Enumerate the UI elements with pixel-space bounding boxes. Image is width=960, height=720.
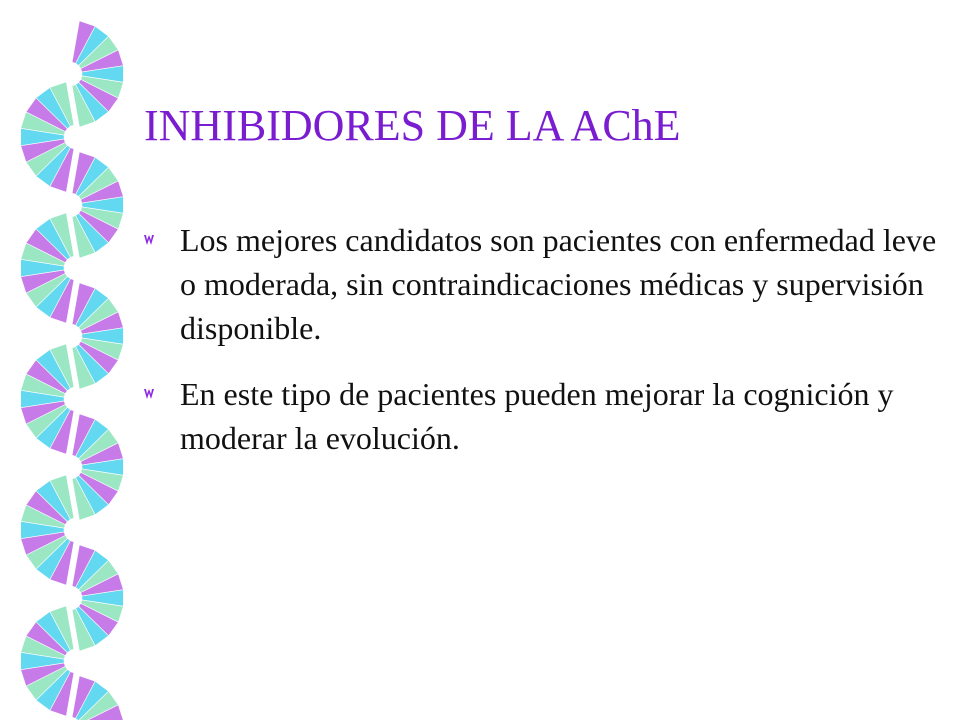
- bullet-item: [140, 218, 940, 350]
- bullet-item: [140, 372, 940, 460]
- w-bullet-icon: [144, 389, 154, 399]
- w-bullet-icon: [144, 235, 154, 245]
- bullet-text: En este tipo de pacientes pueden mejorar la cognición y moderar la evolución.: [180, 376, 894, 456]
- bullet-list: [140, 218, 940, 482]
- dna-fan-border-icon: [0, 0, 140, 720]
- slide-title: INHIBIDORES DE LA AChE: [144, 101, 681, 150]
- bullet-text: Los mejores candidatos son pacientes con enfermedad leve o moderada, sin contraindicaciones médicas y supervisión disponible.: [180, 222, 937, 346]
